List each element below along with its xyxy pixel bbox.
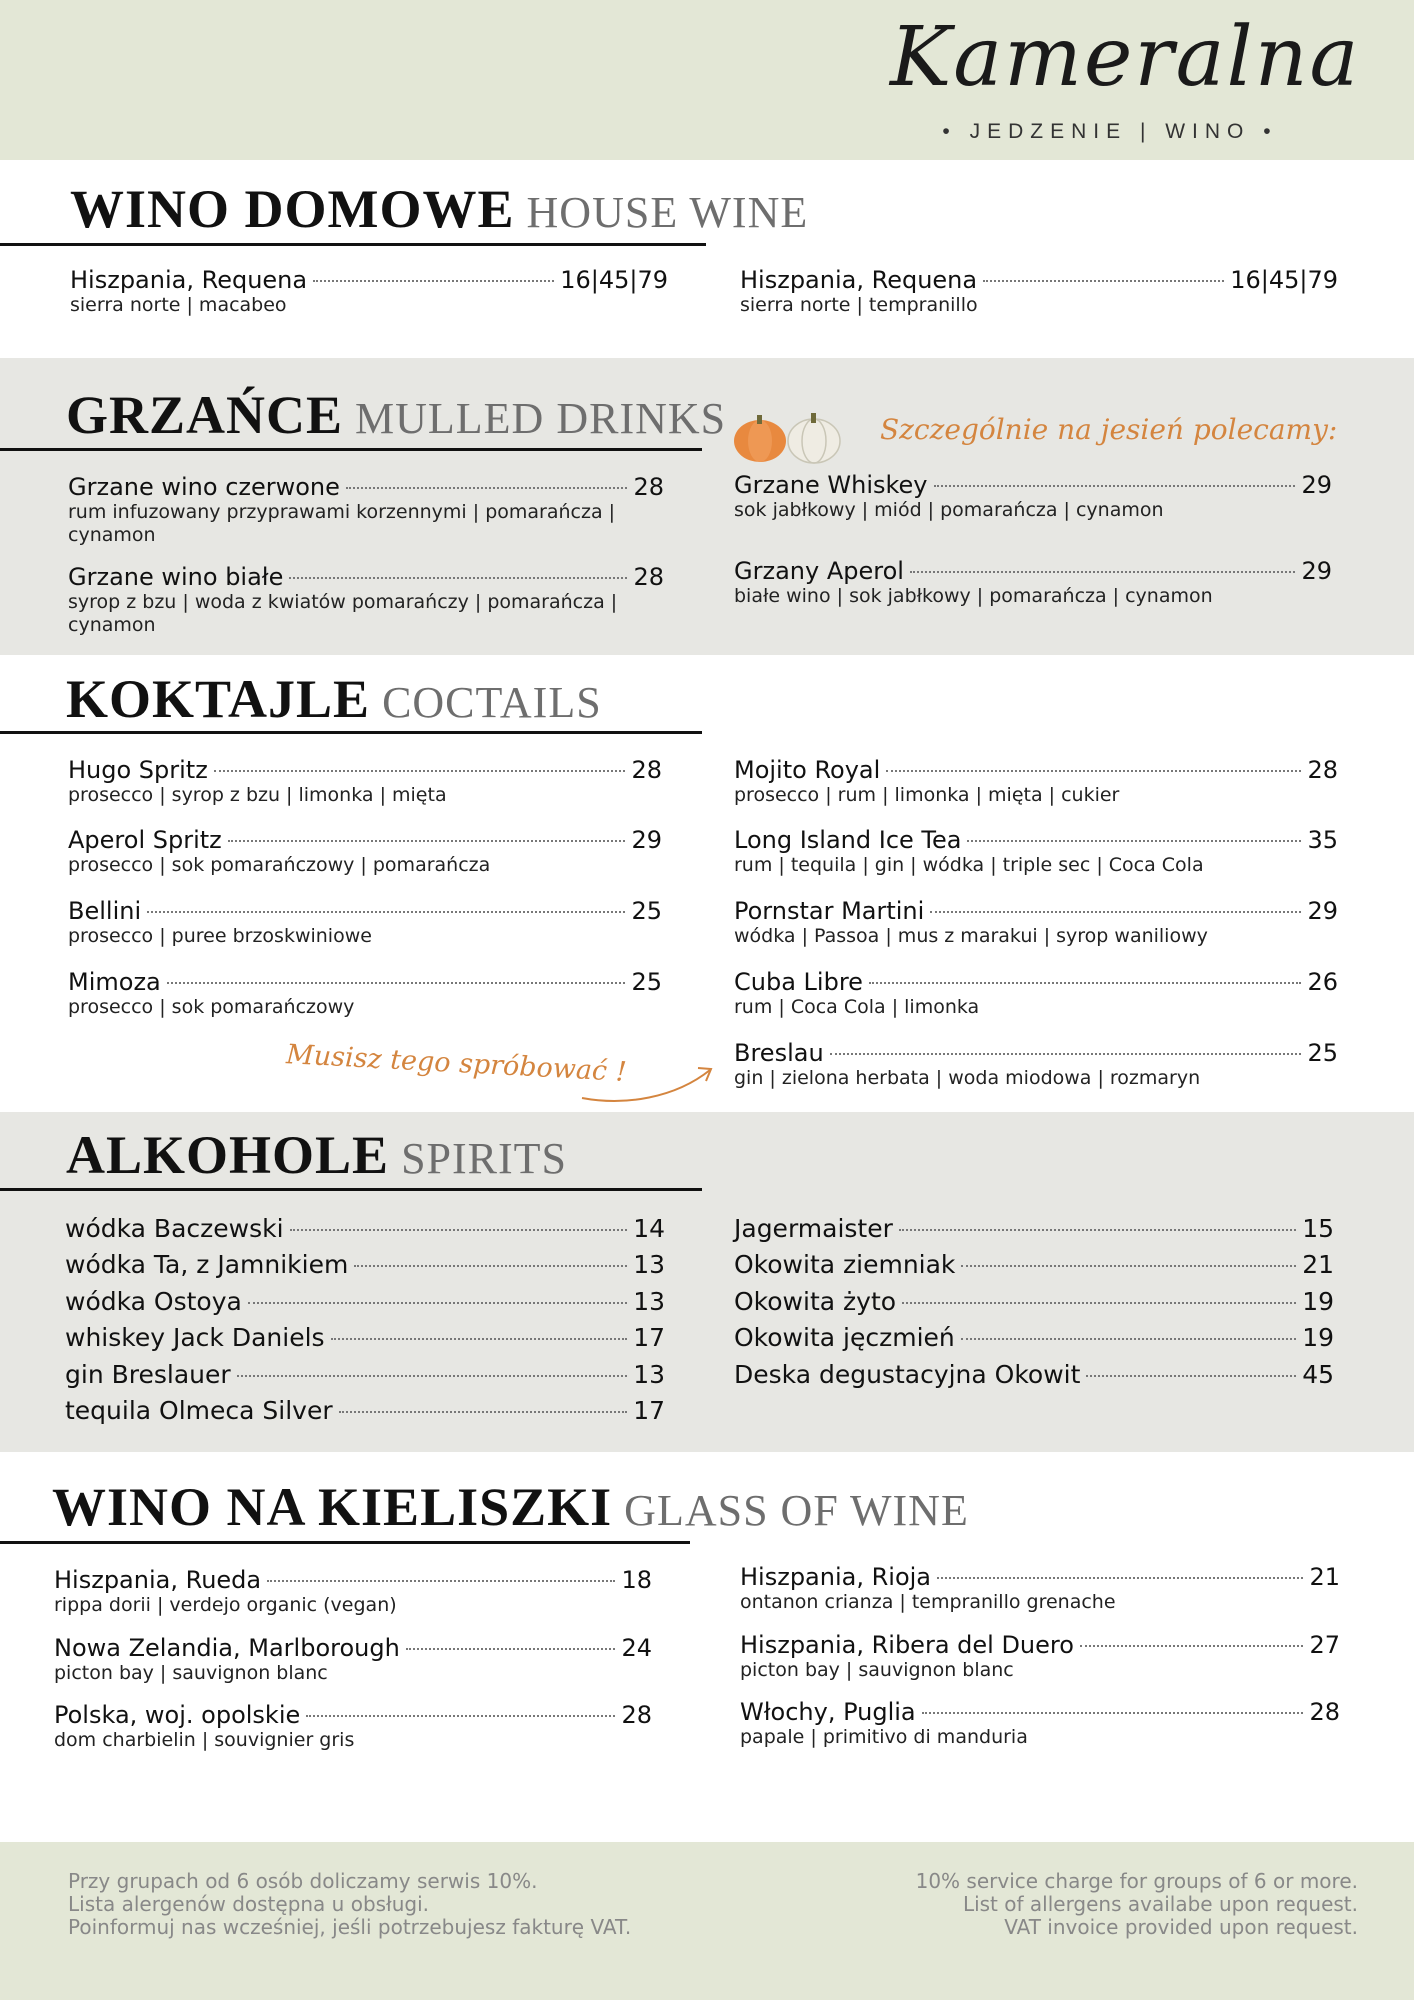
section-rule: [0, 1188, 702, 1191]
menu-item: Aperol Spritz 29 prosecco | sok pomarańczowy | pomarańcza: [68, 826, 662, 876]
menu-item: Włochy, Puglia 28 papale | primitivo di manduria: [740, 1698, 1340, 1748]
section-rule: [0, 448, 702, 451]
section-title-glass-wine: WINO NA KIELISZKI GLASS OF WINE: [52, 1477, 969, 1537]
pumpkin-icon: [730, 405, 850, 465]
menu-item: Grzane wino białe 28 syrop z bzu | woda z kwiatów pomarańczy | pomarańcza | cynamon: [68, 563, 664, 636]
brand-logo: [880, 10, 1361, 150]
section-title-house-wine: WINO DOMOWE HOUSE WINE: [70, 179, 809, 239]
section-rule: [0, 1541, 690, 1544]
menu-item: Hiszpania, Rueda 18 rippa dorii | verdejo organic (vegan): [54, 1566, 652, 1616]
spirit-item: wódka Ta, z Jamnikiem 13: [65, 1250, 665, 1279]
menu-item: Cuba Libre 26 rum | Coca Cola | limonka: [734, 968, 1338, 1018]
menu-item: Long Island Ice Tea 35 rum | tequila | gin | wódka | triple sec | Coca Cola: [734, 826, 1338, 876]
menu-item: Hiszpania, Rioja 21 ontanon crianza | tempranillo grenache: [740, 1563, 1340, 1613]
menu-item: Nowa Zelandia, Marlborough 24 picton bay | sauvignon blanc: [54, 1634, 652, 1684]
section-title-mulled: GRZAŃCE MULLED DRINKS: [66, 385, 727, 445]
menu-item: Grzany Aperol 29 białe wino | sok jabłkowy | pomarańcza | cynamon: [734, 557, 1332, 607]
recommend-note: Szczególnie na jesień polecamy:: [880, 413, 1338, 446]
brand-tagline: • JEDZENIE | WINO •: [942, 120, 1278, 143]
section-rule: [0, 731, 702, 734]
menu-item: Hiszpania, Requena 16|45|79 sierra norte | macabeo: [70, 266, 668, 316]
spirit-item: Jagermaister 15: [734, 1214, 1334, 1243]
spirit-item: Okowita jęczmień 19: [734, 1323, 1334, 1352]
menu-item: Bellini 25 prosecco | puree brzoskwiniowe: [68, 897, 662, 947]
spirit-item: wódka Ostoya 13: [65, 1287, 665, 1316]
footer-info-en: 10% service charge for groups of 6 or more. List of allergens availabe upon request. VAT invoice provided upon request.: [915, 1869, 1358, 1939]
menu-item: Mimoza 25 prosecco | sok pomarańczowy: [68, 968, 662, 1018]
menu-item: Hiszpania, Ribera del Duero 27 picton bay | sauvignon blanc: [740, 1631, 1340, 1681]
menu-item: Mojito Royal 28 prosecco | rum | limonka | mięta | cukier: [734, 756, 1338, 806]
brand-name: Kameralna: [890, 10, 1361, 105]
section-title-cocktails: KOKTAJLE COCTAILS: [66, 669, 602, 729]
spirit-item: Okowita ziemniak 21: [734, 1250, 1334, 1279]
section-title-spirits: ALKOHOLE SPIRITS: [66, 1125, 568, 1185]
must-try-note: Musisz tego spróbować !: [285, 1039, 628, 1088]
spirit-item: whiskey Jack Daniels 17: [65, 1323, 665, 1352]
spirit-item: Okowita żyto 19: [734, 1287, 1334, 1316]
section-rule: [0, 243, 706, 246]
menu-item: Grzane Whiskey 29 sok jabłkowy | miód | pomarańcza | cynamon: [734, 471, 1332, 521]
spirit-item: Deska degustacyjna Okowit 45: [734, 1360, 1334, 1389]
footer-info-pl: Przy grupach od 6 osób doliczamy serwis 10%. Lista alergenów dostępna u obsługi. Poinformuj nas wcześniej, jeśli potrzebujesz fakturę VAT.: [68, 1869, 632, 1939]
menu-item: Hugo Spritz 28 prosecco | syrop z bzu | limonka | mięta: [68, 756, 662, 806]
menu-item: Polska, woj. opolskie 28 dom charbielin | souvignier gris: [54, 1701, 652, 1751]
spirit-item: gin Breslauer 13: [65, 1360, 665, 1389]
arrow-icon: [580, 1056, 720, 1106]
spirit-item: wódka Baczewski 14: [65, 1214, 665, 1243]
menu-item: Breslau 25 gin | zielona herbata | woda miodowa | rozmaryn: [734, 1039, 1338, 1089]
spirit-item: tequila Olmeca Silver 17: [65, 1396, 665, 1425]
menu-item: Grzane wino czerwone 28 rum infuzowany przyprawami korzennymi | pomarańcza | cynamon: [68, 473, 664, 546]
menu-item: Pornstar Martini 29 wódka | Passoa | mus z marakui | syrop waniliowy: [734, 897, 1338, 947]
menu-item: Hiszpania, Requena 16|45|79 sierra norte | tempranillo: [740, 266, 1338, 316]
